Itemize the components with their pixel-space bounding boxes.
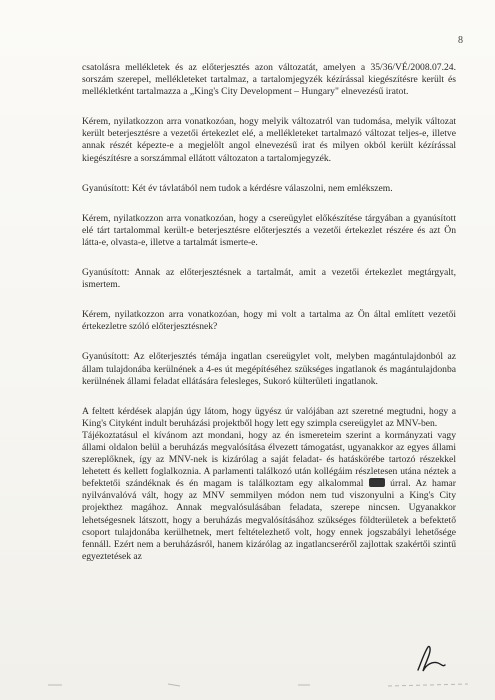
paragraph-question-content: Kérem, nyilatkozzon arra vonatkozóan, hogy mi volt a tartalma az Ön által említett vezetői értekezletre szóló előterjesztésnek?: [82, 309, 456, 333]
paragraph-kings-city: A feltett kérdések alapján úgy látom, hogy ügyész úr valójában azt szeretné megtudni, hogy a King's Cityként indult beruházási projektből hogy lett egy szimpla csereügylet az MNV-ben.: [82, 405, 456, 429]
paragraph-answer-exchange: Gyanúsított: Az előterjesztés témája ingatlan csereügylet volt, melyben magántulajdonból az állam tulajdonába kerülnének a 4-es út megépítéséhez szükséges ingatlanok és magántulajdonba kerülnének állami feladat ellátására felesleges, Sukoró külterületi ingatlanok.: [82, 351, 456, 387]
paragraph-answer-memory: Gyanúsított: Két év távlatából nem tudok a kérdésre válaszolni, nem emlékszem.: [82, 182, 393, 194]
page-number: 8: [458, 35, 463, 46]
paragraph-question-proposal: Kérem, nyilatkozzon arra vonatkozóan, hogy a csereügylet előkészítése tárgyában a gyanúsított elé tárt tartalommal került-e beterjesztésre előterjesztés a vezetői értekezlet részére és azt Ön látta-e, olvasta-e, illetve a tartalmát ismerte-e.: [82, 212, 456, 248]
document-body: [82, 62, 456, 563]
paragraph-question-version: Kérem, nyilatkozzon arra vonatkozóan, hogy melyik változatról van tudomása, melyik változat került beterjesztésre a vezetői értekezlet elé, a mellékleteket tartalmazó változat teljes-e, illetve annak részét képezte-e a megjelölt angol elnevezésű irat és milyen okból került kézírással kiegészítésre a sorszámmal ellátott változaton a tartalomjegyzék.: [82, 116, 456, 164]
paragraph-attachments: csatolásra mellékletek és az előterjesztés azon változatát, amelyen a 35/36/VÉ/2008.07.24. sorszám szerepel, mellékleteket tartalmaz, a tartalomjegyzék kézírással kiegészítésre került és mellékletként tartalmazza a „King's City Development – Hungary" elnevezésű iratot.: [82, 62, 456, 98]
scan-artifacts: [48, 681, 468, 689]
handwritten-signature: [412, 643, 448, 675]
explanation-part-2: úrral. Az hamar nyilvánvalóvá vált, hogy az MNV semmilyen módon nem tud viszonyulni a King's City projekthez magához. Annak megvalósulásában feladata, szerepe nincsen. Ugyanakkor lehetségesnek látszott, hogy a beruházás megvalósításához szükséges földterületek a befektető csoport tulajdonába kerülhetnek, mert feltételezhető volt, hogy ennek jogszabályi lehetősége fennáll. Ezért nem a beruházásról, hanem kizárólag az ingatlancseréről zajlottak szakértői szintű egyeztetések az: [82, 478, 457, 562]
paragraph-explanation: [82, 430, 456, 563]
explanation-part-1: Tájékoztatásul el kívánom azt mondani, hogy az én ismereteim szerint a kormányzati vagy állami oldalon belül a beruházás megvalósítása élvezett támogatást, ugyanakkor az egyes állami szereplőknek, így az MNV-nek is kizárólag a saját feladat- és hatáskörébe tartozó részekkel lehetett és kellett foglalkoznia. A parlamenti találkozó után kollégáim részletesen utána néztek a befektetői szándéknak és én magam is találkoztam egy alkalommal: [82, 429, 456, 490]
redaction-mark: [369, 478, 385, 487]
paragraph-answer-known: Gyanúsított: Annak az előterjesztésnek a tartalmát, amit a vezetői értekezlet megtárgyalt, ismertem.: [82, 267, 456, 291]
